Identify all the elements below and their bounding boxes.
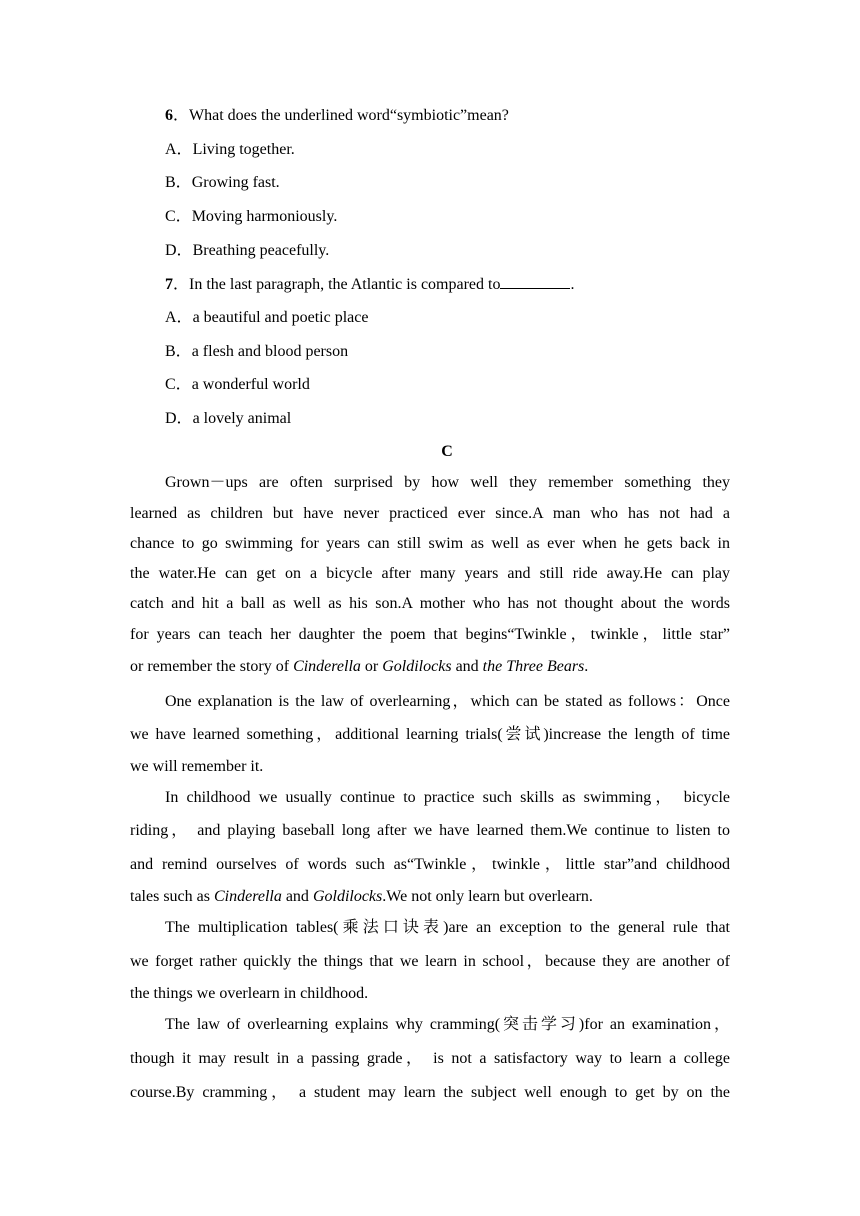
text-line: The multiplication tables(乘法口诀表)are an exception to the general rule that: [165, 919, 730, 936]
section-title: C: [441, 443, 453, 460]
text-line: tales such as Cinderella and Goldilocks.We not only learn but overlearn.: [130, 888, 593, 905]
option-text: Breathing peacefully.: [192, 242, 330, 259]
text-line: though it may result in a passing grade， is not a satisfactory way to learn a college: [130, 1050, 730, 1067]
text-line: we will remember it.: [130, 758, 264, 775]
option-letter: A．: [165, 141, 193, 158]
paragraph-3: [130, 788, 730, 907]
text-line: One explanation is the law of overlearning，which can be stated as follows：Once: [165, 693, 731, 710]
title-cinderella: Cinderella: [213, 888, 282, 905]
text-line: In childhood we usually continue to practice such skills as swimming， bicycle: [165, 789, 730, 806]
option-text: Moving harmoniously.: [191, 208, 338, 225]
option-7b: [165, 342, 348, 362]
option-6b: [165, 173, 280, 193]
question-text: What does the underlined word“symbiotic”mean?: [189, 107, 509, 124]
option-6a: [165, 140, 295, 160]
text-line: the water.He can get on a bicycle after many years and still ride away.He can play: [130, 565, 730, 582]
text-line: and remind ourselves of words such as“Twinkle，twinkle，little star”and childhood: [130, 856, 730, 873]
text-line: we forget rather quickly the things that we learn in school，because they are another of: [130, 953, 730, 970]
option-6d: [165, 241, 329, 261]
text-line: the things we overlearn in childhood.: [130, 985, 369, 1002]
paragraph-1: [130, 473, 730, 677]
text-line: we have learned something，additional learning trials(尝试)increase the length of time: [130, 726, 730, 743]
option-letter: D．: [165, 242, 193, 259]
option-6c: [165, 207, 337, 227]
option-letter: C．: [165, 376, 192, 393]
option-letter: B．: [165, 343, 192, 360]
text-line: Grown－ups are often surprised by how well they remember something they: [165, 474, 730, 491]
question-number: 6: [165, 107, 173, 124]
paragraph-5: [130, 1015, 730, 1103]
title-goldilocks: Goldilocks: [312, 888, 383, 905]
option-letter: D．: [165, 410, 193, 427]
option-7d: [165, 409, 291, 429]
question-6-stem: 6．What does the underlined word“symbiotic”mean?: [165, 107, 509, 124]
text-line: or remember the story of Cinderella or Goldilocks and the Three Bears.: [130, 658, 589, 675]
option-text: Growing fast.: [191, 174, 280, 191]
option-text: a flesh and blood person: [191, 343, 349, 360]
question-text: In the last paragraph, the Atlantic is compared to: [189, 276, 501, 293]
option-text: Living together.: [192, 141, 295, 158]
option-text: a wonderful world: [191, 376, 310, 393]
text-line: chance to go swimming for years can still swim as well as ever when he gets back in: [130, 535, 730, 552]
option-letter: B．: [165, 174, 192, 191]
text-line: course.By cramming， a student may learn the subject well enough to get by on the: [130, 1084, 730, 1101]
title-cinderella: Cinderella: [293, 658, 361, 675]
text-line: The law of overlearning explains why cramming(突击学习)for an examination，: [165, 1016, 730, 1033]
option-text: a beautiful and poetic place: [192, 309, 369, 326]
paragraph-4: [130, 918, 730, 1004]
option-text: a lovely animal: [192, 410, 292, 427]
text-line: riding， and playing baseball long after we have learned them.We continue to listen to: [130, 822, 730, 839]
option-7a: [165, 308, 368, 328]
paragraph-2: [130, 692, 730, 777]
title-three-bears: the Three Bears: [482, 658, 585, 675]
text-line: learned as children but have never practiced ever since.A man who has not had a: [130, 505, 730, 522]
question-number: 7: [165, 276, 173, 293]
answer-blank: [500, 274, 570, 289]
option-7c: [165, 375, 310, 395]
option-letter: A．: [165, 309, 193, 326]
option-letter: C．: [165, 208, 192, 225]
text-line: for years can teach her daughter the poem that begins“Twinkle，twinkle，little star”: [130, 626, 730, 643]
title-goldilocks: Goldilocks: [382, 658, 452, 675]
question-7-stem: 7．In the last paragraph, the Atlantic is compared to .: [165, 276, 575, 293]
text-line: catch and hit a ball as well as his son.A mother who has not thought about the words: [130, 595, 730, 612]
